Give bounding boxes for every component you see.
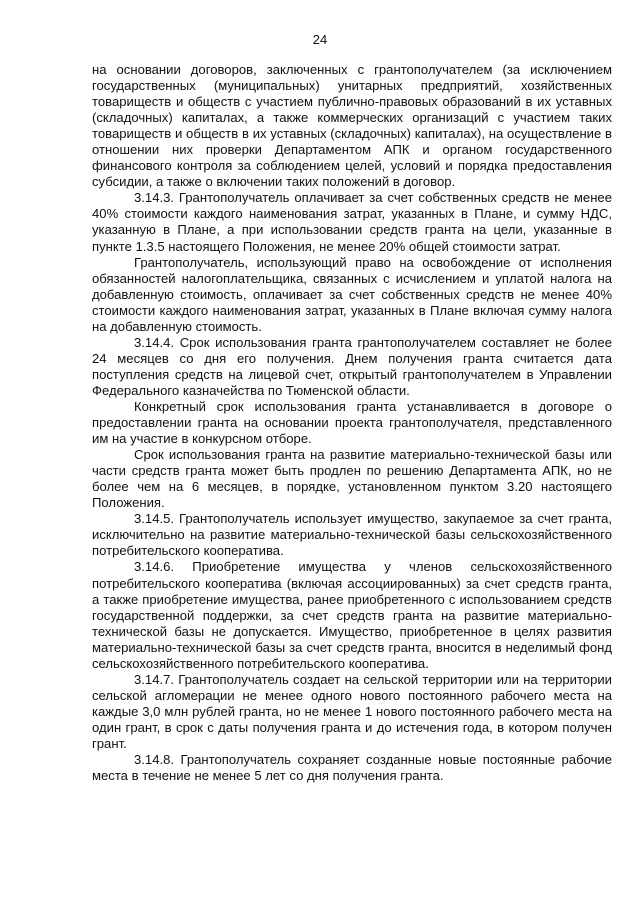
paragraph-3-14-5: 3.14.5. Грантополучатель использует имущество, закупаемое за счет гранта, исключительно на развитие материально-технической базы сельскохозяйственного потребительского кооператива.: [92, 511, 612, 559]
paragraph-grant-term-extension: Срок использования гранта на развитие материально-технической базы или части средств гранта может быть продлен по решению Департамента АПК, но не более чем на 6 месяцев, в порядке, установленном пунктом 3.20 настоящего Положения.: [92, 447, 612, 511]
paragraph-vat-exemption: Грантополучатель, использующий право на освобождение от исполнения обязанностей налогоплательщика, связанных с исчислением и уплатой налога на добавленную стоимость, оплачивает за счет собственных средств не менее 40% стоимости каждого наименования затрат, указанных в Плане включая сумму налога на добавленную стоимость.: [92, 254, 612, 334]
paragraph-3-14-7: 3.14.7. Грантополучатель создает на сельской территории или на территории сельской агломерации не менее одного нового постоянного рабочего места на каждые 3,0 млн рублей гранта, но не менее 1 нового постоянного рабочего места на один грант, в срок с даты получения гранта и до истечения года, в котором получен грант.: [92, 671, 612, 751]
paragraph-continuation: на основании договоров, заключенных с грантополучателем (за исключением государственных (муниципальных) унитарных предприятий, хозяйственных товариществ и обществ с участием публично-правовых образований в их уставных (складочных) капиталах, а также коммерческих организаций с участием таких товариществ и обществ в их уставных (складочных) капиталах), на осуществление в отношении них проверки Департаментом АПК и органом государственного финансового контроля за соблюдением целей, условий и порядка предоставления субсидии, а также о включении таких положений в договор.: [92, 62, 612, 190]
paragraph-grant-term-agreement: Конкретный срок использования гранта устанавливается в договоре о предоставлении гранта на основании проекта грантополучателя, представленного им на участие в конкурсном отборе.: [92, 398, 612, 447]
paragraph-3-14-8: 3.14.8. Грантополучатель сохраняет созданные новые постоянные рабочие места в течение не менее 5 лет со дня получения гранта.: [92, 752, 612, 784]
paragraph-3-14-3: 3.14.3. Грантополучатель оплачивает за счет собственных средств не менее 40% стоимости каждого наименования затрат, указанных в Плане, и сумму НДС, указанную в Плане, а при использовании средств гранта на цели, указанные в пункте 1.3.5 настоящего Положения, не менее 20% общей стоимости затрат.: [92, 190, 612, 254]
paragraph-3-14-4: 3.14.4. Срок использования гранта грантополучателем составляет не более 24 месяцев со дня его получения. Днем получения гранта считается дата поступления средств на лицевой счет, открытый грантополучателем в Управлении Федерального казначейства по Тюменской области.: [92, 334, 612, 398]
page-number: 24: [312, 32, 328, 47]
paragraph-3-14-6: 3.14.6. Приобретение имущества у членов сельскохозяйственного потребительского кооператива (включая ассоциированных) за счет средств гранта, а также приобретение имущества, ранее приобретенного с использованием средств государственной поддержки, за счет средств гранта на развитие материально-технической базы не допускается. Имущество, приобретенное в целях развития материально-технической базы за счет средств гранта, вносится в неделимый фонд сельскохозяйственного потребительского кооператива.: [92, 559, 612, 671]
document-body: [92, 62, 612, 784]
